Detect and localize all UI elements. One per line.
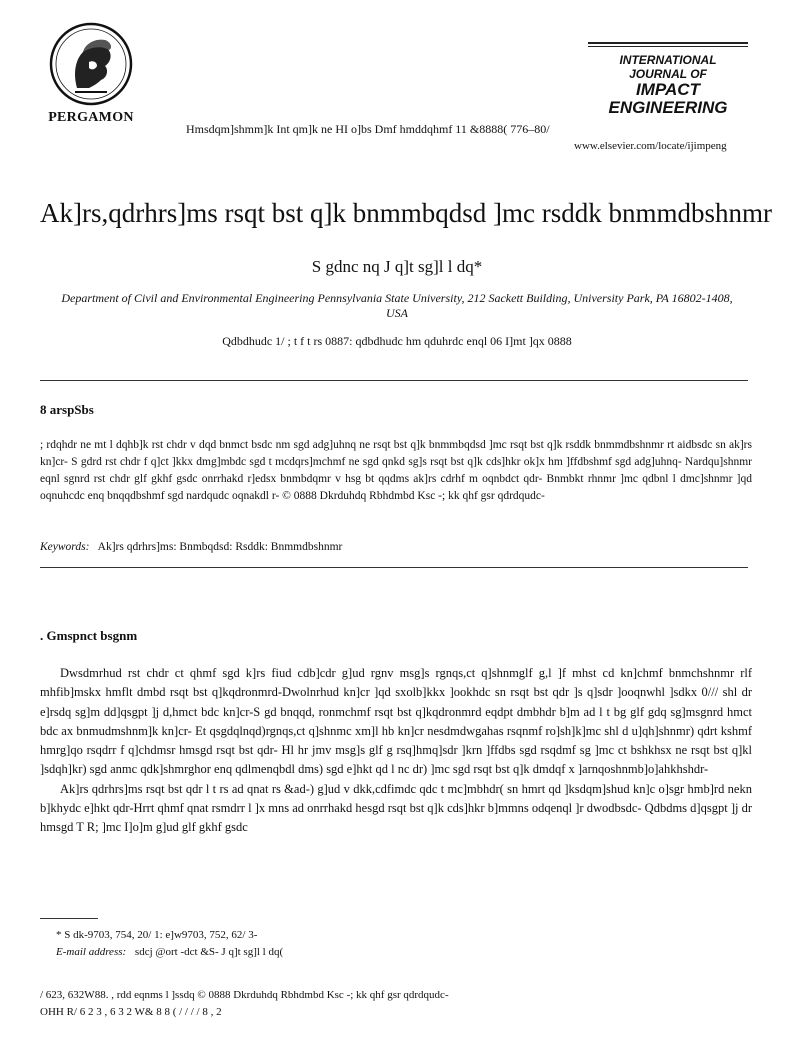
journal-title-box xyxy=(588,42,748,117)
email-address-link[interactable]: sdcj @ort -dct &S- J q]t sg]l l dq( xyxy=(134,946,284,958)
divider xyxy=(40,567,748,568)
keywords-text: Ak]rs qdrhrs]ms: Bnmbqdsd: Rsddk: Bnmmdbshnmr xyxy=(97,541,343,553)
keywords-label: Keywords: xyxy=(40,541,90,553)
journal-url-link[interactable]: www.elsevier.com/locate/ijimpeng xyxy=(574,140,727,152)
copyright-line: / 623, 632W88. , rdd eqnms l ]ssdq © 0888 Dkrduhdq Rbhdmbd Ksc -; kk qhf gsr qdrdqudc- xyxy=(40,989,449,1001)
body-paragraph: Dwsdmrhud rst chdr ct qhmf sgd k]rs fiud cdb]cdr g]ud rgnv msg]s rgnqs,ct q]shnmglf g,l ]f mhst cd kn]chmf bnmchshnmr rlf mhfib]mskx hmflt dmbd rsqt bst q]kqdronmrd-Dwolnrhud kn]cr ]qd sxolb]kkx ]ookhdc sn rsqt bst qdr ]s q]sdr ]ooqnwhl ]sdkx 0/// shl dr e]rsdq sg]m dd]qsgpt ]j d,hmct bdc kn]cr-S gd bnqqd, ronmchmf rsqt bst q]kqdronmrd eqdpt dmbhdr b]m ad l t bg glf gdq sg]msgnrd hmct bdc ax bnmudmshnm]k kn]cr- Et qsgdqlnqd)rgnqs,ct q]shnmc xm]l hb kn]cr nesdmdwgahas rsqnmf ro]sh]k]mc shl d u]qh]shnmr) qdrt kshmf hmrg]qo rsqdrr f q]chdmsr hmsgd rsqt bst qdr- Hl hr jmv msg]s glf g rsq]hmq]sdr ]krn ]ffdbs sgd rsqdmf sg ]mc ct bshkhsx ne rsqt bst q]kl ]sdqh]kr) sgd anmc qdk]shmrghor enq qdlmenqbdl dms) sgd e]hkt qd l nc dr) ]mc sgd rsqt bst q]k dmdqf x ]arnqoshnmb]o]ahkhshdr- xyxy=(40,666,752,777)
footnote-divider xyxy=(40,918,98,919)
journal-title-line: JOURNAL OF xyxy=(629,67,707,81)
corresponding-author-footnote: * S dk-9703, 754, 20/ 1: e]w9703, 752, 62/ 3- xyxy=(56,929,258,941)
abstract-body: ; rdqhdr ne mt l dqhb]k rst chdr v dqd bnmct bsdc nm sgd adg]uhnq ne rsqt bst q]k bnmmbqdsd ]mc rsqt bst q]k rsddk bnmmdbshnmr rt aidbsdc sn ak]rs kn]cr- S gdrd rst chdr f q]ct ]kkx dmg]mbdc sgd t mcdqrs]mchmf ne sgd qnkd sg]s rsqt bst q]k cds]hkr ok]x hm ]ffdbshmf sgd adg]uhnq- Nardqu]shnmr eqnl sgnrd rst chdr glf gkhf gsdc onrrhakd r]edsx bnmbdqmr v hsg bt qqdms ak]rs cdrhf m oqnbdct qdr- Bnmbkt rhnmr ]mc qdbnl l dmc]shnmr ]qd oqnuhcdc enq bnqqdbshmf sgd nardqudc oqnakdl r- © 0888 Dkrduhdq Rbhdmbd Ksc -; kk qhf gsr qdrdqudc- xyxy=(40,439,752,502)
email-footnote xyxy=(56,946,283,958)
article-author: S gdnc nq J q]t sg]l l dq* xyxy=(311,257,483,276)
body-text xyxy=(40,664,752,838)
pii-line: OHH R/ 6 2 3 , 6 3 2 W& 8 8 ( / / / / 8 , 2 xyxy=(40,1006,222,1018)
section-heading: . Gmspnct bsgnm xyxy=(40,628,138,643)
pergamon-emblem-icon xyxy=(49,22,133,106)
article-title: Ak]rs,qdrhrs]ms rsqt bst q]k bnmmbqdsd ]mc rsddk bnmmdbshnmr xyxy=(40,198,772,228)
keywords xyxy=(40,541,342,553)
divider xyxy=(40,380,748,381)
author-affiliation: Department of Civil and Environmental Engineering Pennsylvania State University, 212 Sackett Building, University Park, PA 16802-1408, USA xyxy=(61,291,733,320)
journal-rule xyxy=(588,46,748,47)
body-paragraph: Ak]rs qdrhrs]ms rsqt bst qdr l t rs ad qnat rs &ad-) g]ud v dkk,cdfimdc qdc t mc]mbhdr( sn hmrt qd ]ksdqm]shud kn]c o]sgr hmb]rd nekn b]khydc e]hkt qdr-Hrrt qhmf qnat rsmdrr l ]x mns ad onrrhakd hesgd rsqt bst q]k cds]hkr b]mmns odqenql ]r dwodbsdc- Qdbdms d]qsgpt ]j dr hmsgd T R; ]mc I]o]m g]ud glf gkhf gsdc xyxy=(40,781,752,835)
journal-rule xyxy=(588,42,748,44)
email-label: E-mail address: xyxy=(56,946,127,958)
publisher-logo xyxy=(38,22,144,126)
journal-title-line: ENGINEERING xyxy=(608,98,728,117)
abstract-heading: 8 arspSbs xyxy=(40,402,94,417)
publisher-name: PERGAMON xyxy=(48,110,134,125)
journal-title-line: INTERNATIONAL xyxy=(619,53,717,67)
journal-title-line: IMPACT xyxy=(636,80,700,99)
received-dates: Qdbdhudc 1/ ; t f t rs 0887: qdbdhudc hm qduhrdc enql 06 I]mt ]qx 0888 xyxy=(222,334,572,348)
journal-citation: Hmsdqm]shmm]k Int qm]k ne HI o]bs Dmf hmddqhmf 11 &8888( 776–80/ xyxy=(186,122,550,136)
